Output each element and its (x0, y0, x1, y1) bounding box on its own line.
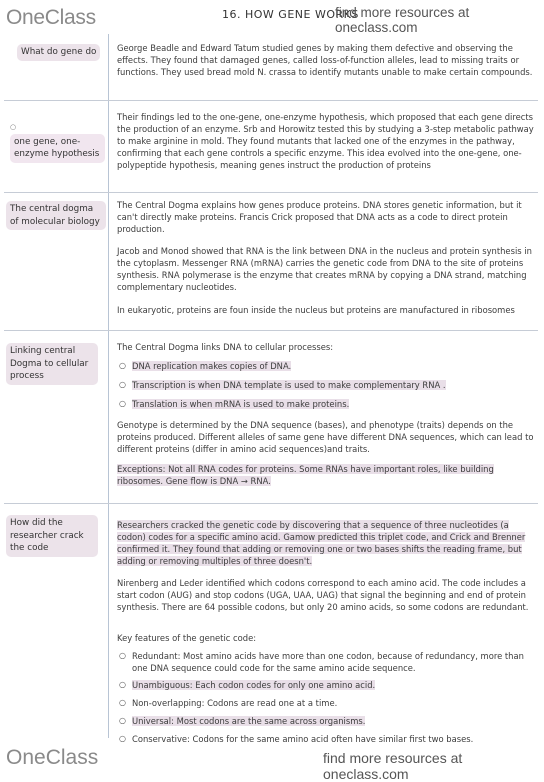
paragraph: The Central Dogma explains how genes produce proteins. DNA stores genetic information, but it can't directly make proteins. Francis Crick proposed that DNA acts as a code to direct protein production. (117, 200, 522, 234)
bullet-icon: ○ (119, 361, 126, 370)
list-item: ○ Redundant: Most amino acids have more than one codon, because of redundancy, more than one DNA sequence could code for the same amino acide sequence. (119, 651, 524, 673)
section-label-crack-the-code: How did the researcher crack the code (6, 515, 98, 557)
bullet-icon: ○ (10, 123, 17, 131)
section-label-linking-central-dogma: Linking central Dogma to cellular process (6, 343, 98, 385)
resources-link[interactable]: find more resources at oneclass.com (335, 5, 470, 35)
bullet-icon: ○ (119, 734, 126, 743)
bullet-icon: ○ (119, 399, 126, 408)
section-divider (4, 503, 538, 504)
section-divider (4, 100, 538, 101)
paragraph: The Central Dogma links DNA to cellular processes: (117, 342, 334, 352)
list-item: ○ DNA replication makes copies of DNA. (119, 361, 292, 371)
section-label-one-gene-one-enzyme: ○one gene, one-enzyme hypothesis (10, 121, 105, 163)
list-item: ○ Non-overlapping: Codons are read one at a time. (119, 698, 338, 708)
bullet-icon: ○ (119, 716, 126, 725)
section-divider (4, 192, 538, 193)
paragraph: Exceptions: Not all RNA codes for proteins. Some RNAs have important roles, like building ribosomes. Gene flow is DNA → RNA. (117, 464, 494, 486)
resources-link[interactable]: find more resources at oneclass.com (323, 750, 463, 782)
oneclass-logo[interactable]: OneClass (6, 746, 99, 769)
page-header (0, 0, 544, 35)
paragraph: In eukaryotic, proteins are foun inside the nucleus but proteins are manufactured in ribosomes (117, 305, 515, 315)
list-item: ○ Translation is when mRNA is used to make proteins. (119, 399, 350, 409)
section-label-central-dogma: The central dogma of molecular biology (6, 201, 106, 230)
paragraph: Jacob and Monod showed that RNA is the link between DNA in the nucleus and protein synthesis in the cytoplasm. Messenger RNA (mRNA) carries the genetic code from DNA to the site of proteins synthesis. RNA polymerase is the enzyme that creates mRNA by copying a DNA strand, matching complementary nucleotides. (117, 246, 532, 292)
bullet-icon: ○ (119, 698, 126, 707)
oneclass-logo[interactable]: OneClass (6, 6, 96, 29)
paragraph: George Beadle and Edward Tatum studied genes by making them defective and observing the effects. They found that damaged genes, called loss-of-function alleles, lead to missing traits or functions. They used bread mold N. crassa to identify mutants unable to make certain compounds. (117, 43, 533, 77)
list-item: ○ Universal: Most codons are the same across organisms. (119, 716, 366, 726)
list-item: ○ Transcription is when DNA template is used to make complementary RNA . (119, 380, 446, 390)
bullet-icon: ○ (119, 680, 126, 689)
paragraph: Genotype is determined by the DNA sequence (bases), and phenotype (traits) depends on the proteins produced. Different alleles of same gene have different DNA sequences, which can lead to different proteins (differ in amino acid sequences)and traits. (117, 420, 534, 454)
paragraph: Nirenberg and Leder identified which codons correspond to each amino acid. The code includes a start codon (AUG) and stop codons (UGA, UAA, UAG) that signal the beginning and end of protein synthesis. There are 64 possible codons, but only 20 amino acids, so some codons are redundant. (117, 578, 529, 612)
bullet-icon: ○ (119, 380, 126, 389)
paragraph: Their findings led to the one-gene, one-enzyme hypothesis, which proposed that each gene directs the production of an enzyme. Srb and Horowitz tested this by studying a 3-step metabolic pathway to make arginine in mold. They found mutants that lacked one of the enzymes in the pathway, confirming that each gene controls a specific enzyme. This idea evolved into the one-gene, one-polypeptide hypothesis, meaning genes instruct the production of proteins (117, 112, 534, 170)
page-footer (0, 738, 544, 782)
paragraph: Key features of the genetic code: (117, 633, 257, 643)
paragraph: Researchers cracked the genetic code by discovering that a sequence of three nucleotides (a codon) codes for a specific amino acid. Gamow predicted this triplet code, and Crick and Brenner confirmed it. They found that adding or removing one or two bases shifts the reading frame, but adding or removing multiples of three doesn't. (117, 520, 526, 566)
list-item: ○ Conservative: Codons for the same amino acid often have similar first two bases. (119, 734, 474, 744)
section-label-what-do-gene-do: What do gene do (17, 44, 105, 61)
bullet-icon: ○ (119, 651, 126, 660)
list-item: ○ Unambiguous: Each codon codes for only one amino acid. (119, 680, 376, 690)
margin-divider (108, 34, 109, 738)
page-title: 16. HOW GENE WORKS (222, 8, 359, 21)
section-divider (4, 330, 538, 331)
